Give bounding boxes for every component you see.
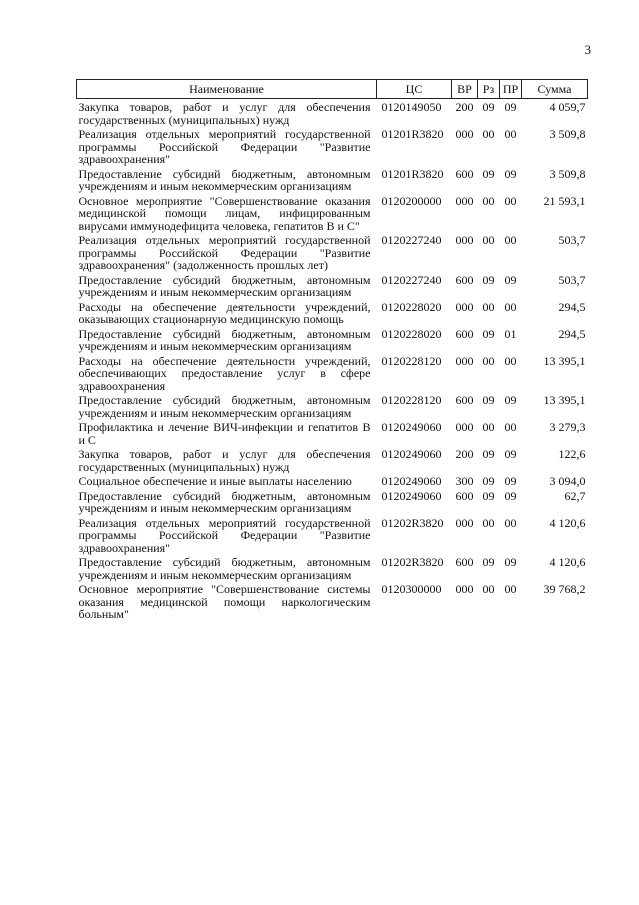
- row-rz: 00: [482, 299, 495, 314]
- row-pr: 00: [504, 582, 517, 596]
- table-header: [77, 80, 588, 99]
- row-rz: 00: [482, 353, 495, 368]
- row-cs: 01201R3820: [381, 127, 444, 141]
- row-name: Предоставление субсидий бюджетным, автономным учреждениям и иным некоммерческим организациям: [78, 272, 371, 299]
- row-rz: 00: [482, 420, 495, 434]
- row-cs: 0120249060: [381, 474, 442, 488]
- table-row: [77, 392, 588, 419]
- table-row: [77, 554, 588, 581]
- row-pr: 00: [504, 515, 517, 530]
- row-vr: 000: [455, 299, 474, 314]
- row-sum: 3 094,0: [549, 474, 586, 488]
- row-sum: 122,6: [558, 447, 586, 461]
- header-pr: ПР: [500, 80, 522, 99]
- row-vr: 600: [455, 326, 474, 341]
- row-vr: 600: [455, 555, 474, 569]
- row-pr: 09: [504, 272, 517, 287]
- row-name: Закупка товаров, работ и услуг для обеспечения государственных (муниципальных) нужд: [78, 447, 371, 474]
- row-pr: 00: [504, 127, 517, 141]
- row-cs: 01201R3820: [381, 166, 444, 181]
- row-rz: 09: [482, 488, 495, 503]
- row-sum: 13 395,1: [543, 353, 586, 368]
- row-vr: 600: [455, 272, 474, 287]
- row-rz: 09: [482, 326, 495, 341]
- row-cs: 01202R3820: [381, 555, 444, 569]
- table-row: [77, 193, 588, 233]
- row-vr: 000: [455, 420, 474, 434]
- row-name: Реализация отдельных мероприятий государственной программы Российской Федерации "Развитие здравоохранения": [78, 515, 371, 555]
- row-cs: 0120200000: [381, 193, 442, 208]
- row-sum: 503,7: [558, 233, 586, 247]
- row-rz: 00: [482, 193, 495, 208]
- table-row: [77, 299, 588, 326]
- row-cs: 0120227240: [381, 233, 442, 247]
- header-rz: Рз: [478, 80, 500, 99]
- row-name: Реализация отдельных мероприятий государственной программы Российской Федерации "Развитие здравоохранения": [78, 127, 371, 166]
- row-vr: 000: [455, 127, 474, 141]
- row-pr: 00: [504, 420, 517, 434]
- row-sum: 3 509,8: [549, 127, 586, 141]
- row-vr: 300: [455, 474, 474, 488]
- table-row: [77, 473, 588, 488]
- row-vr: 200: [455, 100, 474, 114]
- row-cs: 0120249060: [381, 488, 442, 503]
- row-sum: 39 768,2: [543, 582, 586, 596]
- row-vr: 600: [455, 393, 474, 407]
- row-name: Предоставление субсидий бюджетным, автономным учреждениям и иным некоммерческим организациям: [78, 393, 371, 420]
- table-row: [77, 326, 588, 353]
- table-row: [77, 99, 588, 127]
- row-sum: 3 279,3: [549, 420, 586, 434]
- row-name: Предоставление субсидий бюджетным, автономным учреждениям и иным некоммерческим организациям: [78, 488, 371, 515]
- header-cs: ЦС: [377, 80, 452, 99]
- row-pr: 09: [504, 100, 517, 114]
- table-row: [77, 272, 588, 299]
- row-pr: 09: [504, 393, 517, 407]
- row-name: Реализация отдельных мероприятий государственной программы Российской Федерации "Развитие здравоохранения" (задолженность прошлых лет): [78, 233, 371, 272]
- table-row: [77, 515, 588, 555]
- row-sum: 294,5: [558, 326, 586, 341]
- row-vr: 600: [455, 488, 474, 503]
- row-cs: 0120249060: [381, 447, 442, 461]
- row-cs: 0120228120: [381, 353, 442, 368]
- row-name: Предоставление субсидий бюджетным, автономным учреждениям и иным некоммерческим организациям: [78, 555, 371, 582]
- row-vr: 000: [455, 353, 474, 368]
- row-vr: 600: [455, 166, 474, 181]
- header-row: [77, 80, 588, 99]
- row-name: Закупка товаров, работ и услуг для обеспечения государственных (муниципальных) нужд: [78, 100, 371, 127]
- row-pr: 00: [504, 353, 517, 368]
- row-sum: 3 509,8: [549, 166, 586, 181]
- table-row: [77, 126, 588, 166]
- row-rz: 09: [482, 272, 495, 287]
- row-name: Основное мероприятие "Совершенствование оказания медицинской помощи лицам, инфицированным вирусами иммунодефицита человека, гепатитов В и С": [78, 193, 371, 233]
- row-name: Расходы на обеспечение деятельности учреждений, оказывающих стационарную медицинскую помощь: [78, 299, 371, 326]
- row-rz: 09: [482, 447, 495, 461]
- row-cs: 0120149050: [381, 100, 442, 114]
- row-name: Расходы на обеспечение деятельности учреждений, обеспечивающих предоставление услуг в сфере здравоохранения: [78, 353, 371, 393]
- row-cs: 0120249060: [381, 420, 442, 434]
- row-name: Предоставление субсидий бюджетным, автономным учреждениям и иным некоммерческим организациям: [78, 166, 371, 193]
- row-sum: 4 120,6: [549, 515, 586, 530]
- table-row: [77, 488, 588, 515]
- row-sum: 4 120,6: [549, 555, 586, 569]
- row-vr: 000: [455, 582, 474, 596]
- row-name: Социальное обеспечение и иные выплаты населению: [78, 474, 352, 488]
- page-number: 3: [584, 42, 591, 57]
- row-rz: 00: [482, 582, 495, 596]
- row-name: Основное мероприятие "Совершенствование системы оказания медицинской помощи наркологическим больным": [78, 582, 371, 621]
- row-vr: 000: [455, 233, 474, 247]
- row-rz: 09: [482, 474, 495, 488]
- header-vr: ВР: [452, 80, 478, 99]
- row-cs: 0120300000: [381, 582, 442, 596]
- table-body: [77, 99, 588, 621]
- budget-table: [76, 79, 588, 621]
- row-pr: 09: [504, 166, 517, 181]
- row-pr: 09: [504, 488, 517, 503]
- header-sum: Сумма: [522, 80, 588, 99]
- table-row: [77, 581, 588, 621]
- row-sum: 13 395,1: [543, 393, 586, 407]
- row-sum: 503,7: [558, 272, 586, 287]
- row-sum: 4 059,7: [549, 100, 586, 114]
- row-pr: 09: [504, 555, 517, 569]
- row-rz: 09: [482, 100, 495, 114]
- header-name: Наименование: [77, 80, 377, 99]
- row-pr: 09: [504, 474, 517, 488]
- row-pr: 00: [504, 299, 517, 314]
- row-rz: 09: [482, 555, 495, 569]
- row-cs: 01202R3820: [381, 515, 444, 530]
- row-rz: 09: [482, 166, 495, 181]
- table-row: [77, 166, 588, 193]
- row-name: Профилактика и лечение ВИЧ-инфекции и гепатитов В и С: [78, 420, 371, 447]
- table-row: [77, 232, 588, 272]
- row-rz: 00: [482, 233, 495, 247]
- row-pr: 00: [504, 193, 517, 208]
- row-rz: 00: [482, 127, 495, 141]
- row-cs: 0120228020: [381, 326, 442, 341]
- row-pr: 00: [504, 233, 517, 247]
- table-row: [77, 419, 588, 446]
- row-rz: 00: [482, 515, 495, 530]
- row-cs: 0120228120: [381, 393, 442, 407]
- row-name: Предоставление субсидий бюджетным, автономным учреждениям и иным некоммерческим организациям: [78, 326, 371, 353]
- row-sum: 294,5: [558, 299, 586, 314]
- table-row: [77, 446, 588, 473]
- row-vr: 200: [455, 447, 474, 461]
- row-cs: 0120227240: [381, 272, 442, 287]
- row-rz: 09: [482, 393, 495, 407]
- table-row: [77, 353, 588, 393]
- row-pr: 01: [504, 326, 517, 341]
- row-sum: 21 593,1: [543, 193, 586, 208]
- row-vr: 000: [455, 515, 474, 530]
- row-vr: 000: [455, 193, 474, 208]
- row-sum: 62,7: [564, 488, 586, 503]
- row-pr: 09: [504, 447, 517, 461]
- row-cs: 0120228020: [381, 299, 442, 314]
